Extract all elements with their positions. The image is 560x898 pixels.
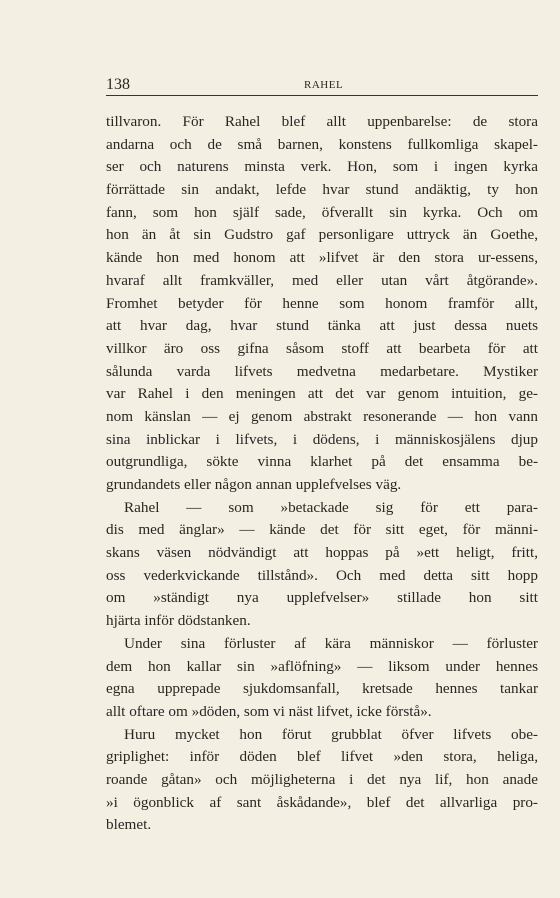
text-line: tillvaron. För Rahel blef allt uppenbarelse: de stora xyxy=(106,113,538,130)
text-line: blemet. xyxy=(106,816,152,834)
text-line: »i ögonblick af sant åskådande», blef det allvarliga pro- xyxy=(106,793,538,811)
text-line: grundandets eller någon annan upplefvelses väg. xyxy=(106,476,402,493)
text-line: ser och naturens minsta verk. Hon, som i ingen kyrka xyxy=(106,158,538,176)
text-line: outgrundliga, sökte vinna klarhet på det ensamma be- xyxy=(106,453,538,471)
text-line: skans väsen nödvändigt att hoppas på »ett heligt, fritt, xyxy=(106,544,538,562)
text-line: allt oftare om »döden, som vi näst lifvet, icke förstå». xyxy=(106,702,432,720)
text-line: sålunda varda lifvets medvetna medarbetare. Mystiker xyxy=(106,362,538,380)
text-line: Huru mycket hon förut grubblat öfver lifvets obe- xyxy=(124,725,538,743)
text-line: förrättade sin andakt, lefde hvar stund andäktig, ty hon xyxy=(106,181,538,199)
text-line: nom känslan — ej genom abstrakt resonerande — hon vann xyxy=(106,407,538,425)
text-line: att hvar dag, hvar stund tänka att just dessa nuets xyxy=(106,317,538,335)
text-line: hvaraf allt framkväller, med eller utan vårt åtgörande». xyxy=(106,271,538,289)
text-line: dis med änglar» — kände det för sitt eget, för männi- xyxy=(106,521,538,539)
text-line: oss vederkvickande tillstånd». Och med detta sitt hopp xyxy=(106,566,538,584)
text-line: hon än åt sin Gudstro gaf personligare uttryck än Goethe, xyxy=(106,226,538,244)
text-line: hjärta inför dödstanken. xyxy=(106,612,251,630)
text-line: var Rahel i den meningen att det var genom intuition, ge- xyxy=(106,385,538,403)
header-rule xyxy=(106,95,538,96)
page-number: 138 xyxy=(106,76,130,93)
page-header xyxy=(106,76,538,92)
text-line: Under sina förluster af kära människor — förluster xyxy=(124,634,538,652)
text-line: egna upprepade sjukdomsanfall, kretsade hennes tankar xyxy=(106,680,538,698)
text-line: Rahel — som »betackade sig för ett para- xyxy=(124,498,538,516)
text-line: griplighet: inför döden blef lifvet »den stora, heliga, xyxy=(106,748,538,766)
text-line: fann, som hon själf sade, öfverallt sin kyrka. Och om xyxy=(106,203,538,221)
text-line: villkor äro oss gifna såsom stoff att bearbeta för att xyxy=(106,339,538,357)
text-line: andarna och de små barnen, konstens fullkomliga skapel- xyxy=(106,135,538,153)
text-line: sina inblickar i lifvets, i dödens, i människosjälens djup xyxy=(106,430,538,448)
text-line: roande gåtan» och möjligheterna i det nya lif, hon anade xyxy=(106,770,538,788)
text-line: dem hon kallar sin »aflöfning» — liksom under hennes xyxy=(106,657,538,675)
text-line: kände hon med honom att »lifvet är den stora ur-essens, xyxy=(106,249,538,267)
text-line: Fromhet betyder för henne som honom framför allt, xyxy=(106,294,538,312)
text-line: om »ständigt nya upplefvelser» stillade hon sitt xyxy=(106,589,538,607)
body-text xyxy=(106,111,538,837)
running-title: RAHEL xyxy=(304,79,344,91)
